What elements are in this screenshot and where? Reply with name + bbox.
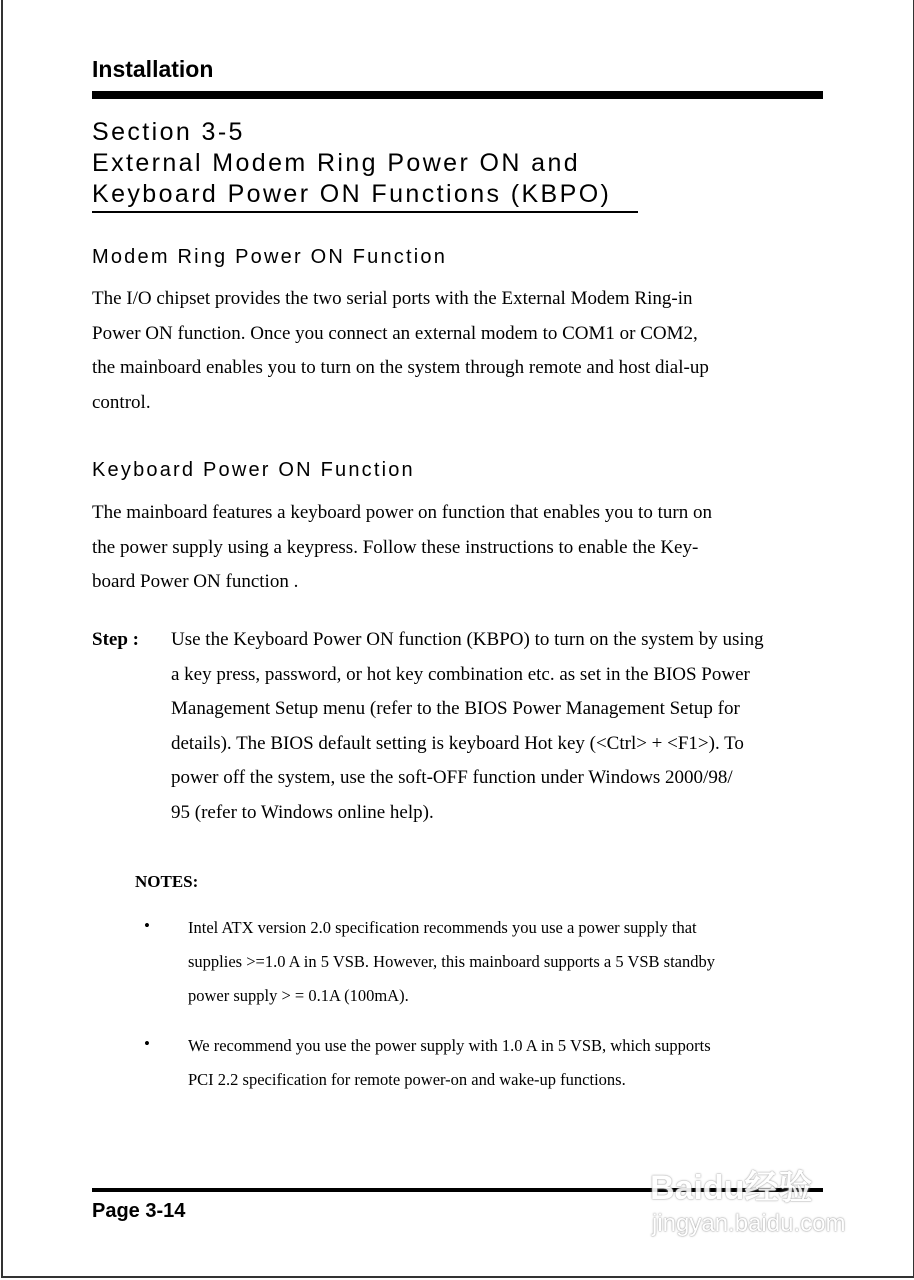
- title-underline: [92, 211, 638, 213]
- note-item: [188, 1029, 711, 1097]
- note-item: [188, 911, 715, 1013]
- text-line: Use the Keyboard Power ON function (KBPO) to turn on the system by using: [171, 629, 764, 650]
- text-line: power supply > = 0.1A (100mA).: [188, 986, 409, 1005]
- text-line: 95 (refer to Windows online help).: [171, 801, 434, 823]
- text-line: the mainboard enables you to turn on the system through remote and host dial-up: [92, 357, 709, 378]
- watermark-url: jingyan.baidu.com: [652, 1210, 846, 1237]
- step-paragraph: [171, 623, 764, 830]
- modem-heading: Modem Ring Power ON Function: [92, 246, 448, 268]
- section-number: Section 3-5: [92, 118, 245, 146]
- section-title-line1: External Modem Ring Power ON and: [92, 149, 581, 177]
- keyboard-paragraph: [92, 496, 712, 600]
- text-line: Management Setup menu (refer to the BIOS Power Management Setup for: [171, 698, 740, 719]
- text-line: board Power ON function .: [92, 571, 299, 592]
- watermark-logo: Baidu经验: [650, 1169, 813, 1207]
- text-line: The mainboard features a keyboard power on function that enables you to turn on: [92, 502, 712, 523]
- text-line: The I/O chipset provides the two serial ports with the External Modem Ring-in: [92, 288, 693, 309]
- page-number: Page 3-14: [92, 1200, 186, 1222]
- text-line: power off the system, use the soft-OFF function under Windows 2000/98/: [171, 767, 733, 788]
- modem-paragraph: [92, 282, 709, 420]
- text-line: Intel ATX version 2.0 specification recommends you use a power supply that: [188, 918, 697, 937]
- text-line: a key press, password, or hot key combination etc. as set in the BIOS Power: [171, 663, 750, 685]
- chapter-header: Installation: [92, 56, 214, 82]
- text-line: control.: [92, 391, 151, 413]
- step-label: Step :: [92, 629, 139, 650]
- text-line: PCI 2.2 specification for remote power-on and wake-up functions.: [188, 1070, 626, 1089]
- notes-title: NOTES:: [135, 872, 199, 891]
- keyboard-heading: Keyboard Power ON Function: [92, 459, 415, 481]
- header-rule: [92, 91, 823, 99]
- text-line: supplies >=1.0 A in 5 VSB. However, this mainboard supports a 5 VSB standby: [188, 952, 716, 971]
- text-line: Power ON function. Once you connect an external modem to COM1 or COM2,: [92, 322, 698, 344]
- bullet-icon: •: [144, 1034, 150, 1053]
- section-title-line2: Keyboard Power ON Functions (KBPO): [92, 180, 612, 208]
- text-line: We recommend you use the power supply with 1.0 A in 5 VSB, which supports: [188, 1036, 711, 1055]
- text-line: details). The BIOS default setting is keyboard Hot key (<Ctrl> + <F1>). To: [171, 732, 744, 754]
- text-line: the power supply using a keypress. Follow these instructions to enable the Key-: [92, 536, 699, 558]
- bullet-icon: •: [144, 916, 150, 935]
